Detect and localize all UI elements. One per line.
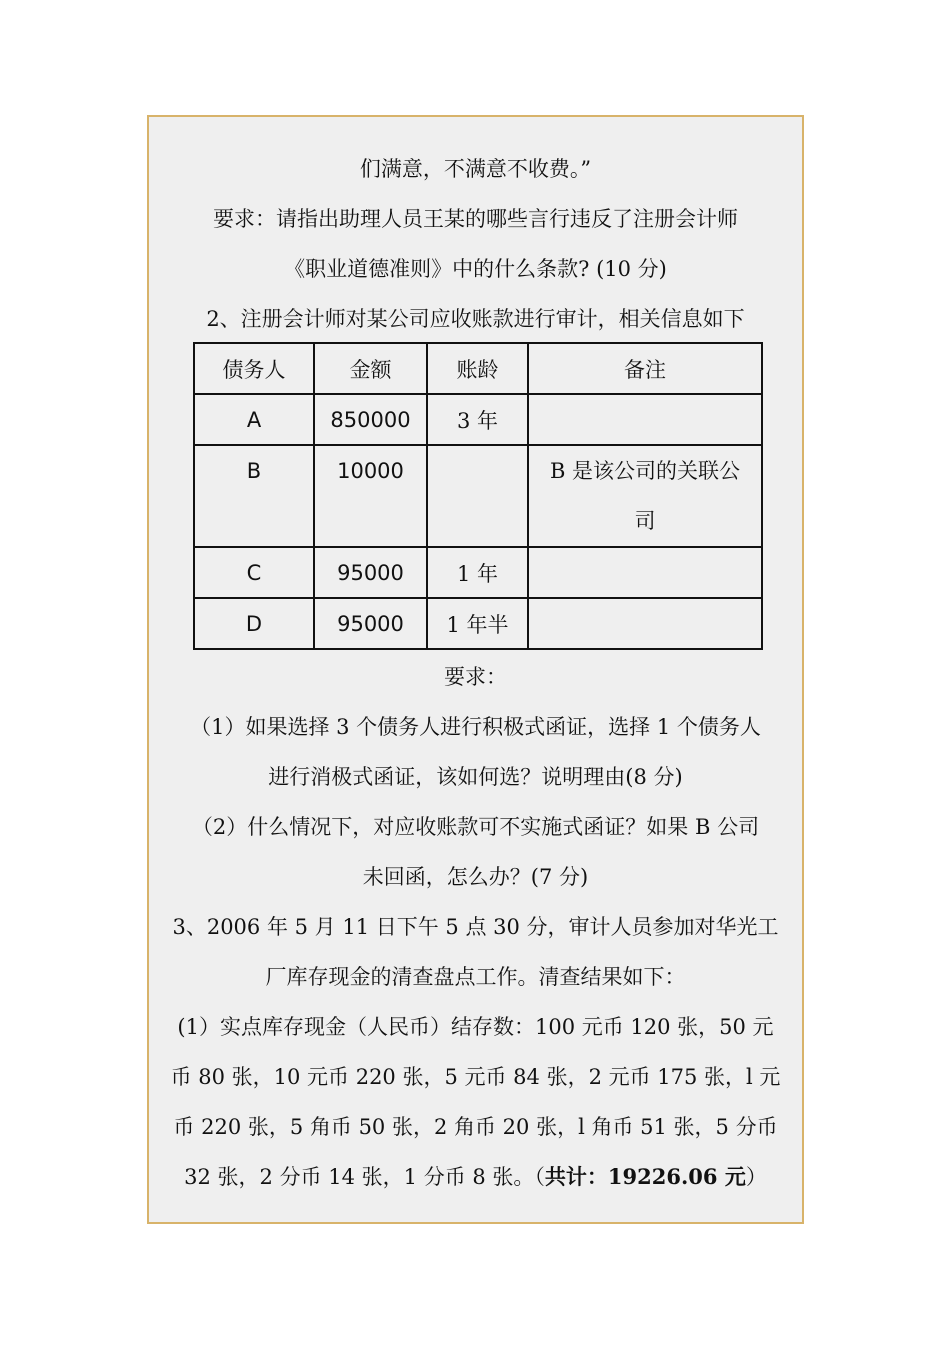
cell-age: 1 年 xyxy=(427,547,528,598)
sub-question-1-line-2: 进行消极式函证，该如何选？说明理由(8 分) xyxy=(268,765,683,789)
cash-count-line-1: (1）实点库存现金（人民币）结存数：100 元币 120 张，50 元 xyxy=(177,1015,774,1039)
cell-age: 3 年 xyxy=(427,394,528,445)
sub-question-2-line-1: （2）什么情况下，对应收账款可不实施式函证？如果 B 公司 xyxy=(191,815,760,839)
cell-debtor: C xyxy=(194,547,314,598)
table-header-row xyxy=(194,343,762,394)
cell-debtor: D xyxy=(194,598,314,649)
cell-amount: 95000 xyxy=(314,547,427,598)
question-3-line-1: 3、2006 年 5 月 11 日下午 5 点 30 分，审计人员参加对华光工 xyxy=(172,915,779,939)
note-line: 司 xyxy=(634,509,656,533)
cell-debtor: B xyxy=(194,445,314,547)
requirement-heading: 要求： xyxy=(444,665,507,689)
receivables-table xyxy=(193,342,763,650)
requirement-line-1: 要求：请指出助理人员王某的哪些言行违反了注册会计师 xyxy=(213,207,738,231)
cash-count-line-3: 币 220 张，5 角币 50 张，2 角币 20 张，l 角币 51 张，5 分币 xyxy=(173,1115,778,1139)
cell-amount: 10000 xyxy=(314,445,427,547)
cell-amount: 95000 xyxy=(314,598,427,649)
sub-question-2-line-2: 未回函，怎么办？(7 分) xyxy=(362,865,589,889)
text-line-1: 们满意，不满意不收费。” xyxy=(359,157,592,181)
cash-count-line-2: 币 80 张，10 元币 220 张，5 元币 84 张，2 元币 175 张，l 元 xyxy=(170,1065,781,1089)
table-row xyxy=(194,445,762,547)
cash-count-line-4 xyxy=(149,1162,802,1192)
cell-debtor: A xyxy=(194,394,314,445)
cell-note xyxy=(528,445,762,547)
sub-question-1-line-1: （1）如果选择 3 个债务人进行积极式函证，选择 1 个债务人 xyxy=(190,715,761,739)
cash-count-text: 32 张，2 分币 14 张，1 分币 8 张。（ xyxy=(184,1165,545,1189)
cash-count-close: ） xyxy=(745,1165,767,1189)
table-row xyxy=(194,547,762,598)
cash-total: 共计：19226.06 元 xyxy=(544,1164,746,1189)
header-note: 备注 xyxy=(528,343,762,394)
document-panel xyxy=(147,115,804,1224)
cell-age: 1 年半 xyxy=(427,598,528,649)
table-row xyxy=(194,394,762,445)
header-debtor: 债务人 xyxy=(194,343,314,394)
table-row xyxy=(194,598,762,649)
cell-amount: 850000 xyxy=(314,394,427,445)
question-3-line-2: 厂库存现金的清查盘点工作。清查结果如下： xyxy=(265,965,686,989)
header-amount: 金额 xyxy=(314,343,427,394)
cell-note xyxy=(528,547,762,598)
question-2-intro: 2、注册会计师对某公司应收账款进行审计，相关信息如下 xyxy=(206,307,745,331)
cell-note xyxy=(528,598,762,649)
requirement-line-2: 《职业道德准则》中的什么条款? (10 分) xyxy=(284,257,667,281)
note-line: B 是该公司的关联公 xyxy=(549,459,741,483)
cell-age xyxy=(427,445,528,547)
cell-note xyxy=(528,394,762,445)
header-age: 账龄 xyxy=(427,343,528,394)
